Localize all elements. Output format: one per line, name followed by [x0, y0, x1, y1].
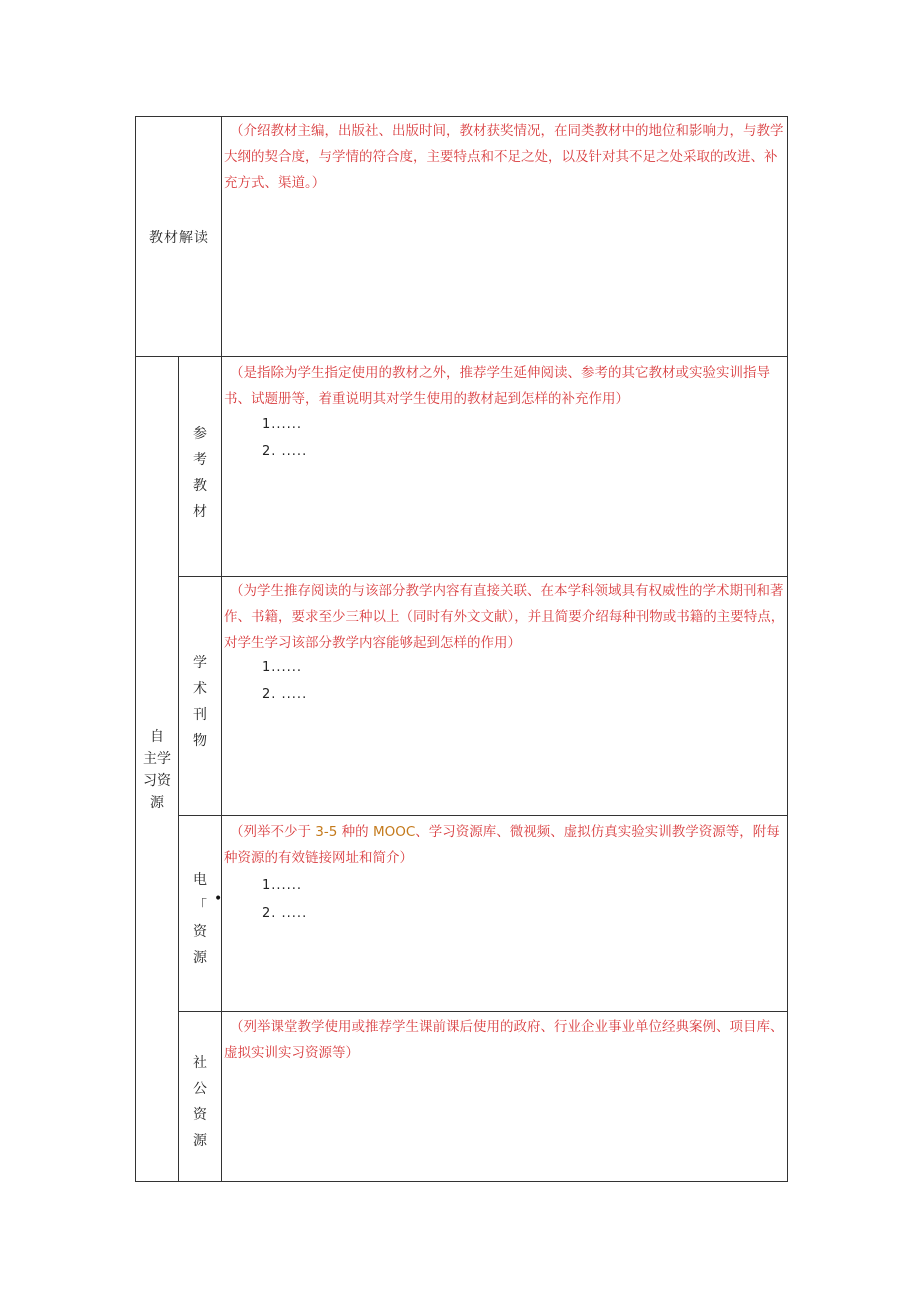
table-top-border: [135, 116, 788, 117]
label-char: 学: [193, 655, 207, 671]
textbook-note: （介绍教材主编，出版社、出版时间，教材获奖情况，在同类教材中的地位和影响力，与教学大纲的契合度，与学情的符合度，主要特点和不足之处，以及针对其不足之处采取的改进、补充方式、渠道。）: [224, 123, 784, 191]
label-char: 公: [193, 1081, 207, 1097]
list-item: 1......: [262, 878, 303, 893]
bullet-marker: •: [214, 891, 223, 907]
self-study-label-char: 主学: [143, 751, 171, 767]
label-char: 「: [193, 898, 207, 914]
row-divider-4: [178, 1011, 788, 1012]
self-study-label-char: 源: [150, 795, 164, 811]
academic-journals-label: [190, 650, 210, 754]
row-divider-3: [178, 815, 788, 816]
row-divider-2: [178, 576, 788, 577]
electronic-resources-note: [224, 819, 786, 871]
label-char: 刊: [193, 707, 207, 723]
label-char: 源: [193, 950, 207, 966]
content-divider: [221, 116, 222, 1182]
list-item: 2. .....: [262, 687, 308, 702]
table-bottom-border: [135, 1181, 788, 1182]
academic-journals-note: （为学生推存阅读的与该部分教学内容有直接关联、在本学科领域具有权威性的学术期刊和著作、书籍，要求至少三种以上（同时有外文文献），并且简要介绍每种刊物或书籍的主要特点，对学生学习该部分教学内容能够起到怎样的作用）: [224, 583, 785, 651]
table-left-border: [135, 116, 136, 1182]
label-char: 源: [193, 1133, 207, 1149]
label-char: 电: [193, 872, 207, 888]
self-study-label-char: 习资: [143, 773, 171, 789]
label-char: 资: [193, 924, 207, 940]
list-item: 1......: [262, 660, 303, 675]
social-resources-label: [190, 1050, 210, 1154]
textbook-label: 教材解读: [149, 230, 209, 246]
label-char: 资: [193, 1107, 207, 1123]
label-char: 社: [193, 1055, 207, 1071]
label-char: 教: [193, 478, 207, 494]
list-item: 1......: [262, 417, 303, 432]
reference-textbooks-note: （是指除为学生指定使用的教材之外，推荐学生延伸阅读、参考的其它教材或实验实训指导书、试题册等，着重说明其对学生使用的教材起到怎样的补充作用）: [224, 365, 770, 407]
note-number-range: 3-5: [315, 824, 338, 840]
list-item: 2. .....: [262, 906, 308, 921]
note-text: （列举不少于: [230, 824, 316, 840]
row-divider-1: [135, 356, 788, 357]
label-char: 参: [193, 426, 207, 442]
label-char: 物: [193, 733, 207, 749]
self-study-label-char: 自: [150, 729, 164, 745]
self-study-label: [142, 726, 172, 814]
list-item: 2. .....: [262, 444, 308, 459]
note-text: 、学习资源库、微视频、虚拟仿真实验实训教学资源等，附每种资源的有效链接网址和简介）: [224, 824, 780, 866]
table-right-border: [787, 116, 788, 1182]
electronic-resources-label: [190, 867, 210, 971]
note-text: 种的: [337, 824, 373, 840]
label-char: 考: [193, 452, 207, 468]
label-char: 术: [193, 681, 207, 697]
social-resources-note: （列举课堂教学使用或推荐学生课前课后使用的政府、行业企业事业单位经典案例、项目库、虚拟实训实习资源等）: [224, 1019, 784, 1061]
reference-textbooks-label: [190, 421, 210, 525]
sublabel-divider: [178, 356, 179, 1182]
label-char: 材: [193, 504, 207, 520]
note-mooc: MOOC: [372, 824, 416, 840]
